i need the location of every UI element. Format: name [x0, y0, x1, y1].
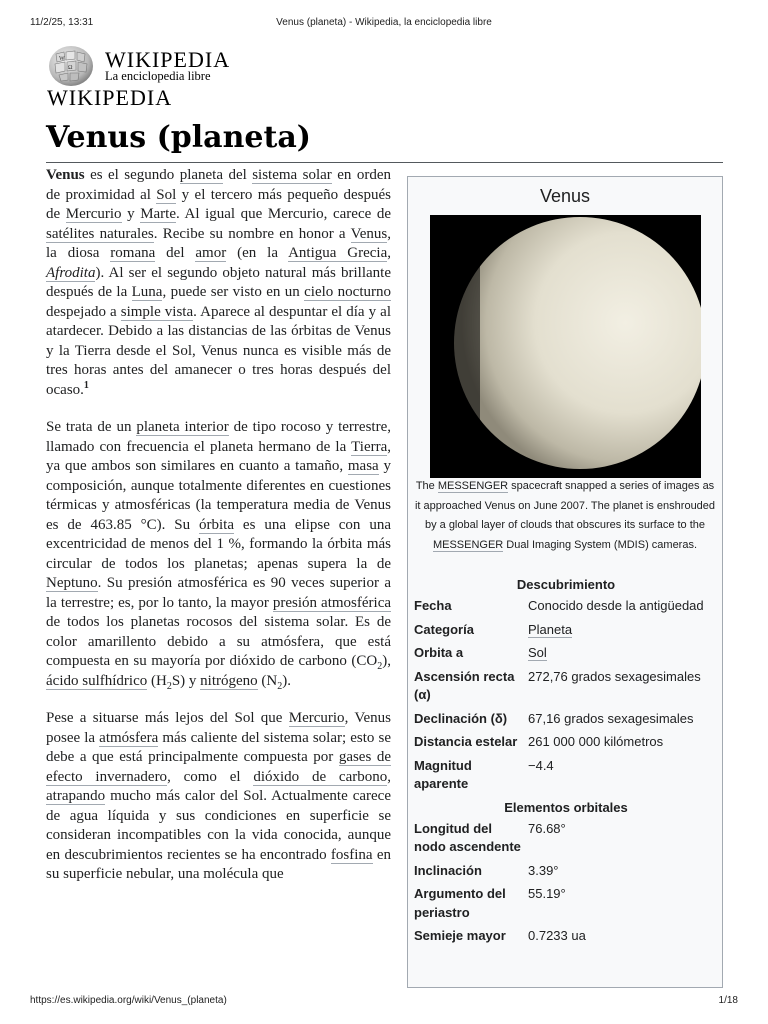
infobox-title: Venus [539, 186, 591, 206]
subscript: 2 [166, 680, 172, 692]
infobox-key: Magnitud aparente [414, 757, 472, 791]
link-mercurio[interactable]: Mercurio [65, 206, 122, 222]
link-sistema-solar[interactable]: sistema solar [252, 167, 332, 183]
link-categoria-planeta[interactable]: Planeta [528, 621, 573, 637]
print-footer [30, 995, 738, 1009]
infobox-key: Semieje mayor [414, 928, 506, 943]
link-mercurio-2[interactable]: Mercurio [288, 710, 345, 726]
link-orbita[interactable]: órbita [199, 516, 235, 533]
text: , la diosa [46, 225, 391, 261]
infobox-key: Fecha [414, 598, 452, 613]
infobox-key: Ascensión recta (α) [414, 668, 515, 702]
text: Se trata de un [46, 419, 137, 435]
infobox-key: Categoría [414, 621, 474, 637]
wikipedia-globe-icon [46, 44, 96, 86]
infobox-value: 261 000 000 kilómetros [528, 734, 664, 749]
infobox-value: 0.7233 ua [528, 928, 586, 943]
text: en su superficie nebular, una molécula que [46, 846, 391, 882]
infobox-key: Declinación (δ) [414, 710, 508, 726]
infobox-row [414, 756, 718, 798]
article-body [46, 166, 391, 903]
text: es el segundo [84, 167, 180, 183]
print-timestamp: 11/2/25, 13:31 [30, 17, 94, 28]
infobox-row [414, 667, 718, 709]
link-orbita-sol[interactable]: Sol [528, 645, 547, 660]
link-simple-vista[interactable]: simple vista [120, 303, 194, 320]
text: en orden de proximidad al [46, 167, 391, 203]
text: y [121, 206, 141, 222]
infobox-key: Argumento del periastro [414, 886, 506, 920]
logo-tagline: La enciclopedia libre [105, 69, 211, 83]
link-planeta-interior[interactable]: planeta interior [136, 419, 229, 435]
text: mucho más calor del Sol. Actualmente carece de agua líquida y sus condiciones en superficie se consideran incompatibles con la vida conocida, aunque en descubrimientos recientes se ha encontrado [46, 788, 391, 863]
text: (en la [226, 245, 289, 261]
print-page-number: 1/18 [718, 995, 738, 1006]
link-luna[interactable]: Luna [131, 284, 163, 300]
infobox-value: 67,16 grados sexagesimales [528, 710, 694, 726]
text: . Al igual que Mercurio, carece de [176, 206, 391, 222]
link-presion-atmosferica[interactable]: presión atmosférica [272, 594, 392, 611]
link-messenger[interactable]: MESSENGER [437, 480, 509, 492]
link-marte[interactable]: Marte [140, 206, 177, 222]
link-gases-efecto-invernadero[interactable]: gases de efecto invernadero [46, 749, 391, 785]
link-planeta[interactable]: planeta [179, 167, 224, 183]
infobox-value: −4.4 [528, 757, 554, 773]
infobox-row [414, 926, 718, 950]
infobox-row [414, 861, 718, 885]
link-venus-diosa[interactable]: Venus [350, 225, 388, 242]
text: . Recibe su nombre en honor a [153, 225, 351, 242]
page-title: Venus (planeta) [46, 118, 723, 163]
text: ). Al ser el segundo objeto natural más brillante después de la [46, 264, 391, 300]
text: ). [282, 672, 291, 689]
infobox-row [414, 643, 718, 667]
text: de tipo rocoso y terrestre, llamado con frecuencia el planeta hermano de la [46, 419, 391, 455]
infobox-row [414, 732, 718, 756]
text: , puede ser visto en un [162, 284, 305, 300]
link-acido-sulfhidrico[interactable]: ácido sulfhídrico [46, 672, 148, 689]
text: . Aparece al despuntar el día y al atardecer. Debido a las distancias de las órbitas de Venus y la Tierra desde el Sol, Venus nunca es visible más de tres horas antes del amanecer o tres horas después del ocaso. [46, 303, 392, 398]
text: despejado a [46, 303, 121, 320]
link-romana[interactable]: romana [110, 245, 156, 261]
text: y el tercero más pequeño después de [46, 186, 391, 222]
svg-text:Ω: Ω [68, 65, 73, 71]
infobox [407, 176, 723, 988]
article-paragraph-3 [46, 709, 391, 885]
link-sol[interactable]: Sol [156, 186, 177, 203]
link-atmosfera[interactable]: atmósfera [99, 729, 159, 746]
wikipedia-logo[interactable] [44, 44, 284, 110]
infobox-row [414, 819, 718, 861]
subscript: 2 [377, 661, 383, 672]
venus-planet-image[interactable] [430, 215, 701, 478]
text: , [387, 245, 392, 261]
text: S) y [171, 672, 201, 689]
print-header [30, 17, 738, 31]
section-heading-descubrimiento: Descubrimiento [516, 577, 616, 592]
infobox-key: Distancia estelar [414, 734, 518, 749]
link-neptuno[interactable]: Neptuno [46, 575, 98, 591]
print-page-title: Venus (planeta) - Wikipedia, la enciclopedia libre [276, 17, 492, 28]
link-masa[interactable]: masa [347, 458, 379, 474]
text: Pese a situarse más lejos del Sol que [46, 710, 289, 726]
text: . Su presión atmosférica es 90 veces superior a la terrestre; es, por lo tanto, la mayor [46, 575, 391, 611]
infobox-key: Orbita a [414, 645, 464, 660]
infobox-key: Longitud del nodo ascendente [414, 820, 521, 854]
link-messenger-2[interactable]: MESSENGER [432, 538, 504, 551]
article-subject-bold: Venus [46, 167, 85, 183]
link-amor[interactable]: amor [195, 245, 227, 261]
link-tierra[interactable]: Tierra [351, 438, 388, 455]
link-atrapando[interactable]: atrapando [46, 788, 106, 804]
text: , ya que ambos son similares en cuanto a tamaño, [46, 438, 391, 474]
link-cielo-nocturno[interactable]: cielo nocturno [304, 284, 391, 300]
infobox-row [414, 709, 718, 733]
logo-wordmark-secondary: WIKIPEDIA [47, 85, 173, 110]
text: del [223, 167, 253, 183]
article-paragraph-1 [46, 166, 391, 400]
link-antigua-grecia[interactable]: Antigua Grecia [288, 245, 388, 261]
text: de todos los planetas rocosos del sistema solar. Es de color amarillento debido a su atmósfera, que está compuesta en su mayoría por dióxido de carbono (CO [46, 614, 391, 669]
text: spacecraft snapped a series of images as it approached Venus on June 2007. The planet is enshrouded by a global layer of clouds that obscures its surface to the [414, 480, 716, 531]
text: The [415, 480, 438, 492]
text: más caliente del sistema solar; esto se debe a que está principalmente compuesta por [46, 729, 391, 765]
text: ), [382, 653, 391, 669]
infobox-key: Inclinación [414, 862, 482, 878]
text: , como el [167, 768, 254, 785]
link-fosfina[interactable]: fosfina [330, 846, 373, 863]
infobox-image-caption [412, 477, 718, 555]
text: , Venus posee la [46, 710, 391, 746]
infobox-value: 3.39° [528, 862, 559, 878]
infobox-row [414, 596, 718, 620]
subscript: 2 [277, 680, 283, 692]
logo-wordmark: WIKIPEDIA [105, 47, 231, 72]
link-nitrogeno[interactable]: nitrógeno [200, 672, 258, 689]
link-afrodita[interactable]: Afrodita [46, 264, 96, 281]
print-url: https://es.wikipedia.org/wiki/Venus_(planeta) [30, 995, 227, 1006]
text: (H [147, 672, 167, 689]
text: (N [257, 672, 278, 689]
text: Dual Imaging System (MDIS) cameras. [503, 538, 698, 551]
infobox-row [414, 884, 718, 926]
section-heading-elementos-orbitales: Elementos orbitales [504, 799, 628, 815]
text: , [387, 768, 391, 785]
infobox-row [414, 620, 718, 644]
article-paragraph-2 [46, 418, 391, 691]
link-satelites-naturales[interactable]: satélites naturales [46, 225, 154, 242]
infobox-value: 76.68° [528, 820, 566, 836]
text: y composición, aunque totalmente diferentes en cuestiones térmicas y atmosféricas (la temperatura media de Venus es de 463.85 °C). Su [46, 458, 392, 533]
infobox-value: 55.19° [528, 886, 566, 901]
svg-text:W: W [59, 56, 65, 62]
infobox-table [414, 575, 718, 950]
reference-1[interactable]: 1 [83, 379, 89, 391]
link-dioxido-de-carbono[interactable]: dióxido de carbono [253, 768, 388, 785]
infobox-value: Conocido desde la antigüedad [528, 598, 704, 613]
text: es una elipse con una excentricidad de menos del 1 %, formando la órbita más circular de todos los planetas; apenas supera la de [46, 516, 391, 572]
text: del [155, 245, 196, 261]
infobox-value: 272,76 grados sexagesimales [528, 668, 701, 684]
